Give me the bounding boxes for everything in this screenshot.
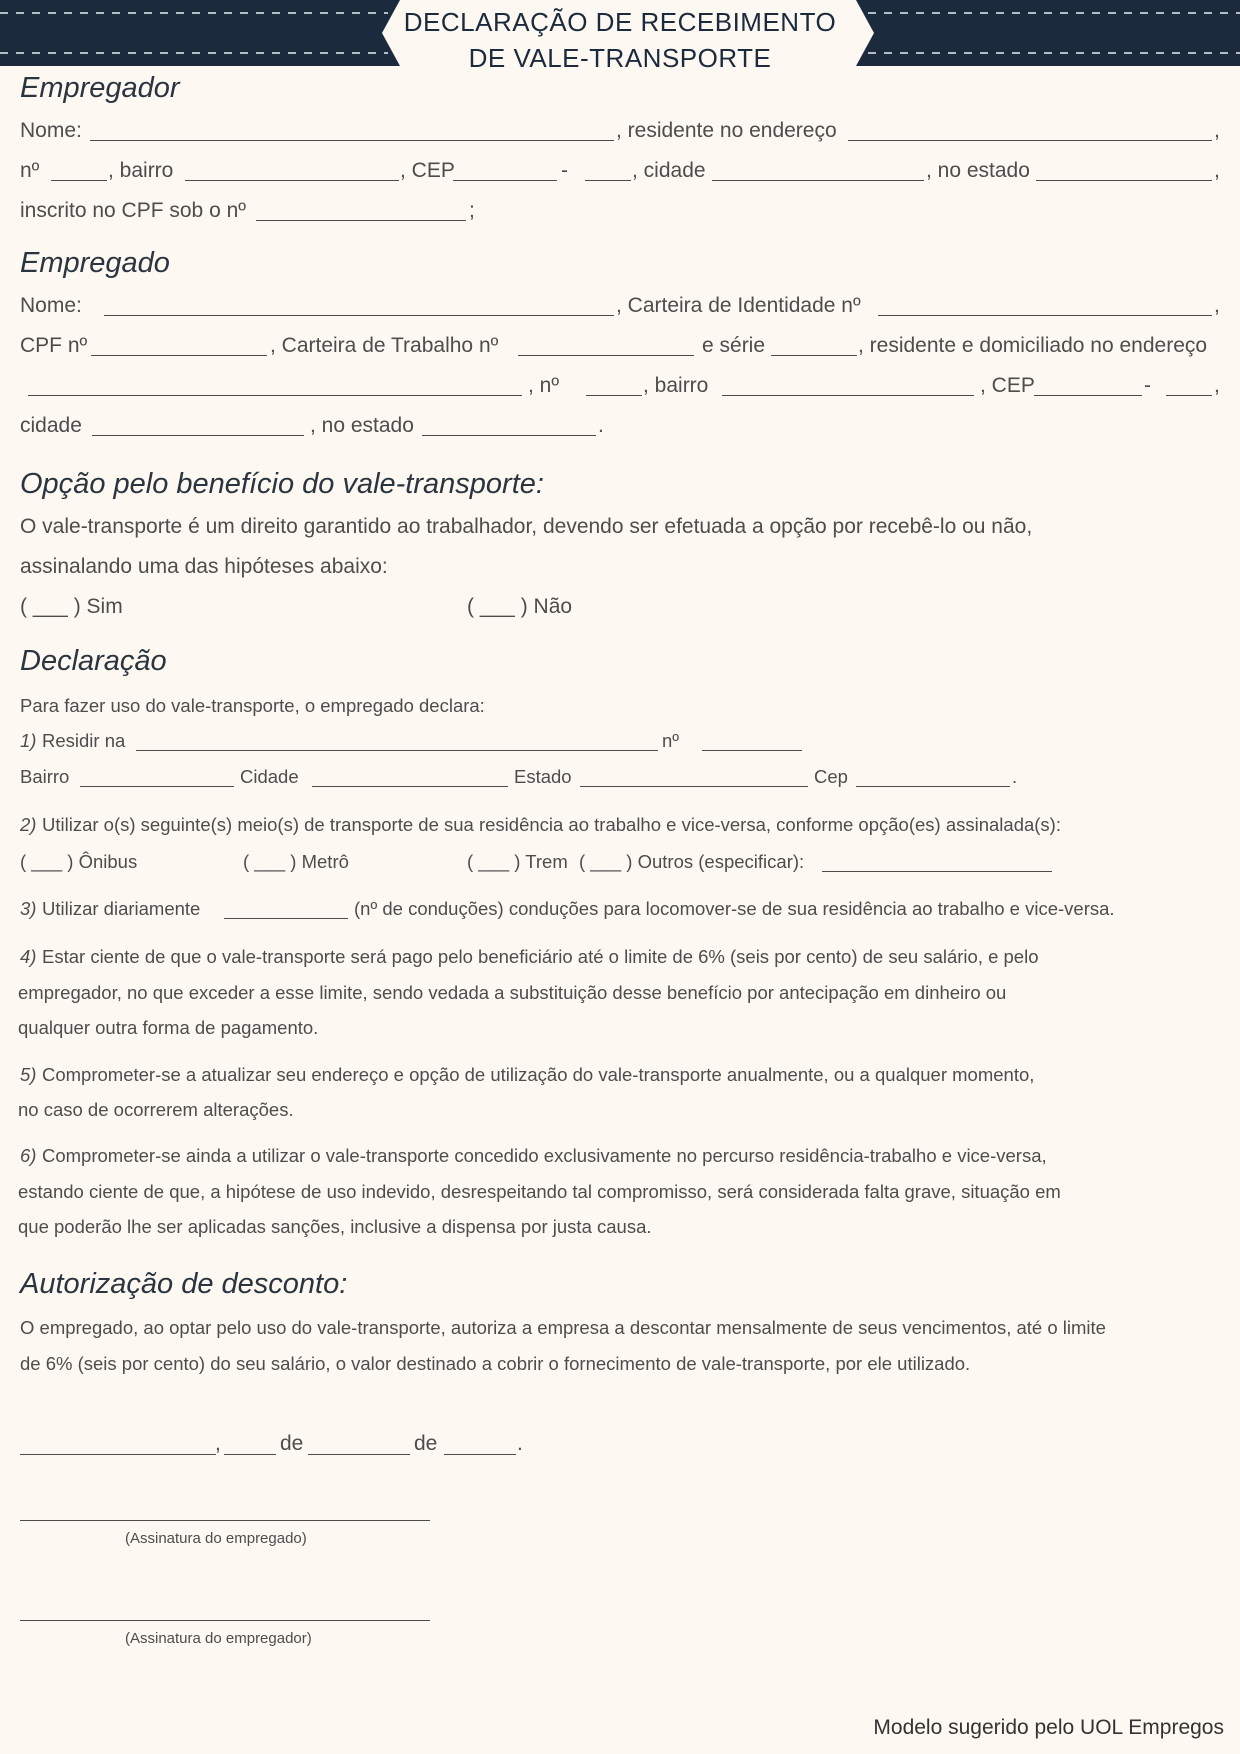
employee-nome-field[interactable] xyxy=(104,315,614,316)
residence-cep-field[interactable] xyxy=(856,786,1010,787)
item-5-line-2: no caso de ocorrerem alterações. xyxy=(18,1099,294,1120)
employer-cep-field-2[interactable] xyxy=(585,180,631,181)
item-2-text: Utilizar o(s) seguinte(s) meio(s) de transporte de sua residência ao trabalho e vice-versa, conforme opção(es) assinalada(s): xyxy=(42,814,1061,835)
employee-heading: Empregado xyxy=(20,247,170,279)
cidade-label: Cidade xyxy=(240,766,299,787)
employer-cidade-field[interactable] xyxy=(712,180,924,181)
employer-bairro-label: , bairro xyxy=(108,159,174,182)
title-line-1: DECLARAÇÃO DE RECEBIMENTO xyxy=(403,7,837,37)
item-6-number: 6) xyxy=(20,1145,37,1166)
employee-rg-label: , Carteira de Identidade nº xyxy=(616,294,861,317)
comma: , xyxy=(1214,374,1220,397)
employee-cpf-field[interactable] xyxy=(91,355,267,356)
employer-cep-label: , CEP xyxy=(400,159,455,182)
authorization-line-1: O empregado, ao optar pelo uso do vale-transporte, autoriza a empresa a descontar mensalmente de seus vencimentos, até o limite xyxy=(20,1317,1106,1338)
employee-cep-field-2[interactable] xyxy=(1166,395,1212,396)
item-3-text-2: (nº de conduções) conduções para locomover-se de sua residência ao trabalho e vice-versa. xyxy=(354,898,1115,919)
employee-number-field[interactable] xyxy=(586,395,642,396)
employee-ctps-field[interactable] xyxy=(518,355,694,356)
item-1-number: 1) xyxy=(20,730,37,751)
employer-residente-label: , residente no endereço xyxy=(616,119,837,142)
employer-estado-field[interactable] xyxy=(1036,180,1212,181)
authorization-heading: Autorização de desconto: xyxy=(20,1268,348,1300)
trem-checkbox[interactable]: ( ___ ) Trem xyxy=(467,851,568,872)
residence-number-field[interactable] xyxy=(702,750,802,751)
period: . xyxy=(517,1432,523,1455)
employee-cpf-label: CPF nº xyxy=(20,334,88,357)
item-6-line-2: estando ciente de que, a hipótese de uso indevido, desrespeitando tal compromisso, será considerada falta grave, situação em xyxy=(18,1181,1061,1202)
period: . xyxy=(1012,766,1018,787)
employer-signature-label: (Assinatura do empregador) xyxy=(125,1630,312,1647)
employer-cidade-label: , cidade xyxy=(632,159,706,182)
document-title xyxy=(380,4,860,76)
employer-n-label: nº xyxy=(20,159,40,182)
employee-signature-label: (Assinatura do empregado) xyxy=(125,1530,307,1547)
employee-nome-label: Nome: xyxy=(20,294,82,317)
outros-checkbox[interactable]: ( ___ ) Outros (especificar): xyxy=(579,851,805,872)
semicolon: ; xyxy=(469,199,475,222)
date-city-field[interactable] xyxy=(20,1454,216,1455)
comma: , xyxy=(215,1432,221,1455)
employer-cep-field-1[interactable] xyxy=(453,180,557,181)
authorization-line-2: de 6% (seis por cento) do seu salário, o valor destinado a cobrir o fornecimento de vale-transporte, por ele utilizado. xyxy=(20,1353,971,1374)
residence-cidade-field[interactable] xyxy=(312,786,508,787)
declaration-heading: Declaração xyxy=(20,645,167,677)
outros-specify-field[interactable] xyxy=(822,871,1052,872)
title-line-2: DE VALE-TRANSPORTE xyxy=(468,43,772,73)
item-5-line-1: Comprometer-se a atualizar seu endereço e opção de utilização do vale-transporte anualmente, ou a qualquer momento, xyxy=(42,1064,1035,1085)
item-4-line-2: empregador, no que exceder a esse limite, sendo vedada a substituição desse benefício por antecipação em dinheiro ou xyxy=(18,982,1007,1003)
item-2-number: 2) xyxy=(20,814,37,835)
employer-signature-line[interactable] xyxy=(20,1620,430,1621)
employee-cep-field-1[interactable] xyxy=(1034,395,1142,396)
employer-bairro-field[interactable] xyxy=(185,180,399,181)
employee-signature-line[interactable] xyxy=(20,1520,430,1521)
comma: , xyxy=(1214,159,1220,182)
declaration-intro: Para fazer uso do vale-transporte, o empregado declara: xyxy=(20,695,485,716)
employee-cidade-label: cidade xyxy=(20,414,82,437)
option-heading: Opção pelo benefício do vale-transporte: xyxy=(20,468,544,500)
employee-bairro-label: , bairro xyxy=(643,374,709,397)
de-label: de xyxy=(280,1432,304,1455)
option-sim-checkbox[interactable]: ( ___ ) Sim xyxy=(20,595,123,618)
item-1-n-label: nº xyxy=(662,730,680,751)
employee-estado-label: , no estado xyxy=(310,414,414,437)
cep-label: Cep xyxy=(814,766,848,787)
option-text-line-2: assinalando uma das hipóteses abaixo: xyxy=(20,555,388,578)
date-day-field[interactable] xyxy=(224,1454,276,1455)
item-6-line-3: que poderão lhe ser aplicadas sanções, inclusive a dispensa por justa causa. xyxy=(18,1216,652,1237)
employer-cpf-field[interactable] xyxy=(256,220,466,221)
estado-label: Estado xyxy=(514,766,572,787)
residence-street-field[interactable] xyxy=(136,750,658,751)
employee-cidade-field[interactable] xyxy=(92,435,304,436)
dash: - xyxy=(1144,374,1151,397)
employee-estado-field[interactable] xyxy=(422,435,596,436)
item-4-line-1: Estar ciente de que o vale-transporte será pago pelo beneficiário até o limite de 6% (seis por cento) de seu salário, e pelo xyxy=(42,946,1039,967)
employee-residente-label: , residente e domiciliado no endereço xyxy=(858,334,1208,357)
item-3-number: 3) xyxy=(20,898,37,919)
employee-serie-label: e série xyxy=(702,334,766,357)
item-1-text: Residir na xyxy=(42,730,126,751)
period: . xyxy=(598,414,604,437)
item-4-number: 4) xyxy=(20,946,37,967)
option-nao-checkbox[interactable]: ( ___ ) Não xyxy=(467,595,573,618)
employee-bairro-field[interactable] xyxy=(722,395,974,396)
comma: , xyxy=(1214,294,1220,317)
item-3-text-1: Utilizar diariamente xyxy=(42,898,201,919)
employer-address-field[interactable] xyxy=(848,140,1212,141)
employer-heading: Empregador xyxy=(20,72,180,104)
residence-estado-field[interactable] xyxy=(580,786,808,787)
option-text-line-1: O vale-transporte é um direito garantido ao trabalhador, devendo ser efetuada a opção por recebê-lo ou não, xyxy=(20,515,1033,538)
item-5-number: 5) xyxy=(20,1064,37,1085)
employee-ctps-label: , Carteira de Trabalho nº xyxy=(270,334,499,357)
item-4-line-3: qualquer outra forma de pagamento. xyxy=(18,1017,319,1038)
employee-cep-label: , CEP xyxy=(980,374,1035,397)
footer-credit: Modelo sugerido pelo UOL Empregos xyxy=(873,1716,1224,1739)
item-6-line-1: Comprometer-se ainda a utilizar o vale-transporte concedido exclusivamente no percurso residência-trabalho e vice-versa, xyxy=(42,1145,1047,1166)
comma: , xyxy=(1214,119,1220,142)
date-year-field[interactable] xyxy=(444,1454,516,1455)
bairro-label: Bairro xyxy=(20,766,70,787)
dash: - xyxy=(561,159,568,182)
employee-rg-field[interactable] xyxy=(878,315,1212,316)
employer-cpf-label: inscrito no CPF sob o nº xyxy=(20,199,246,222)
conducoes-field[interactable] xyxy=(224,918,348,919)
employer-estado-label: , no estado xyxy=(926,159,1030,182)
onibus-checkbox[interactable]: ( ___ ) Ônibus xyxy=(20,851,138,872)
date-month-field[interactable] xyxy=(308,1454,410,1455)
employee-n-label: , nº xyxy=(528,374,560,397)
employer-nome-field[interactable] xyxy=(90,140,614,141)
employer-nome-label: Nome: xyxy=(20,119,82,142)
employee-address-field[interactable] xyxy=(28,395,522,396)
employee-serie-field[interactable] xyxy=(771,355,857,356)
employer-number-field[interactable] xyxy=(51,180,107,181)
metro-checkbox[interactable]: ( ___ ) Metrô xyxy=(243,851,349,872)
de-label: de xyxy=(414,1432,438,1455)
residence-bairro-field[interactable] xyxy=(80,786,234,787)
